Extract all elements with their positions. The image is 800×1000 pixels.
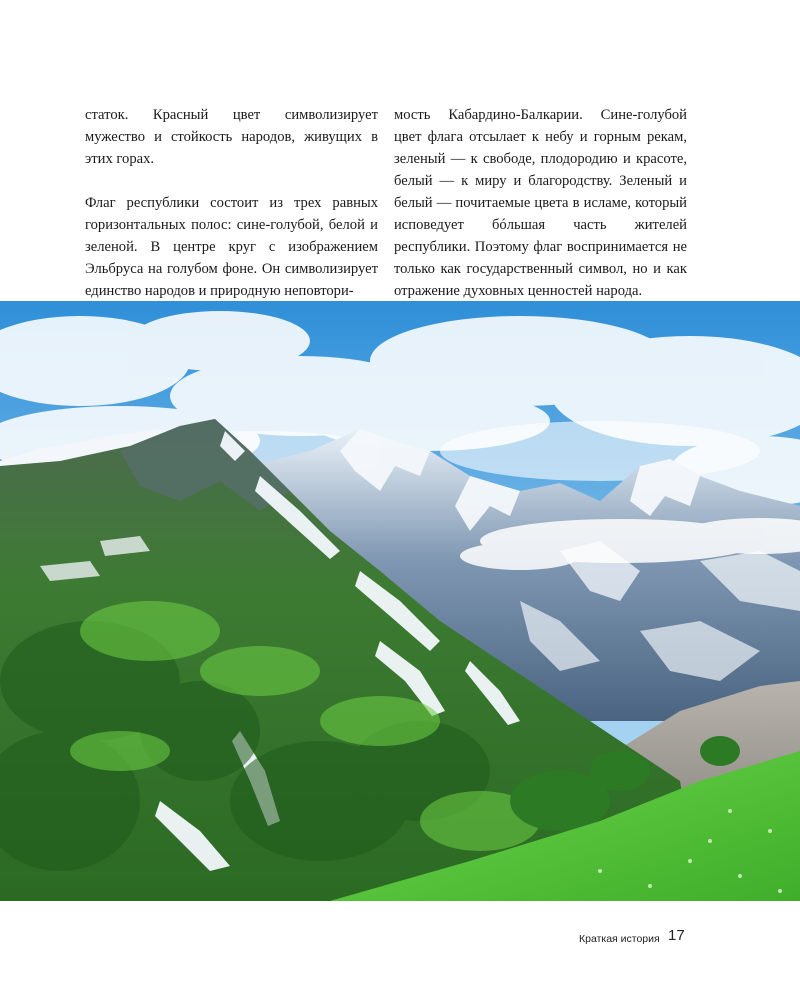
paragraph: Флаг республики состоит из трех равных горизонтальных полос: сине-голубой, белой и зеленой. В центре круг с изображением Эльбруса на голубом фоне. Он символизирует единство народов и природную неповтори- xyxy=(85,195,378,299)
text-column-right xyxy=(394,104,687,302)
mountain-landscape-photo xyxy=(0,301,800,901)
page-number: 17 xyxy=(668,927,685,944)
paragraph: мость Кабардино-Балкарии. Сине-голубой цвет флага отсылает к небу и горным рекам, зеленый — к свободе, плодородию и красоте, белый — к миру и благородству. Зеленый и белый — почитаемые цвета в исламе, который исповедует бóльшая часть жителей республики. Поэтому флаг воспринимается не только как государственный символ, но и как отражение духовных ценностей народа. xyxy=(394,107,687,299)
text-column-left xyxy=(85,104,378,302)
paragraph: статок. Красный цвет символизирует мужество и стойкость народов, живущих в этих горах. xyxy=(85,107,378,167)
running-footer-section: Краткая история xyxy=(579,933,660,945)
